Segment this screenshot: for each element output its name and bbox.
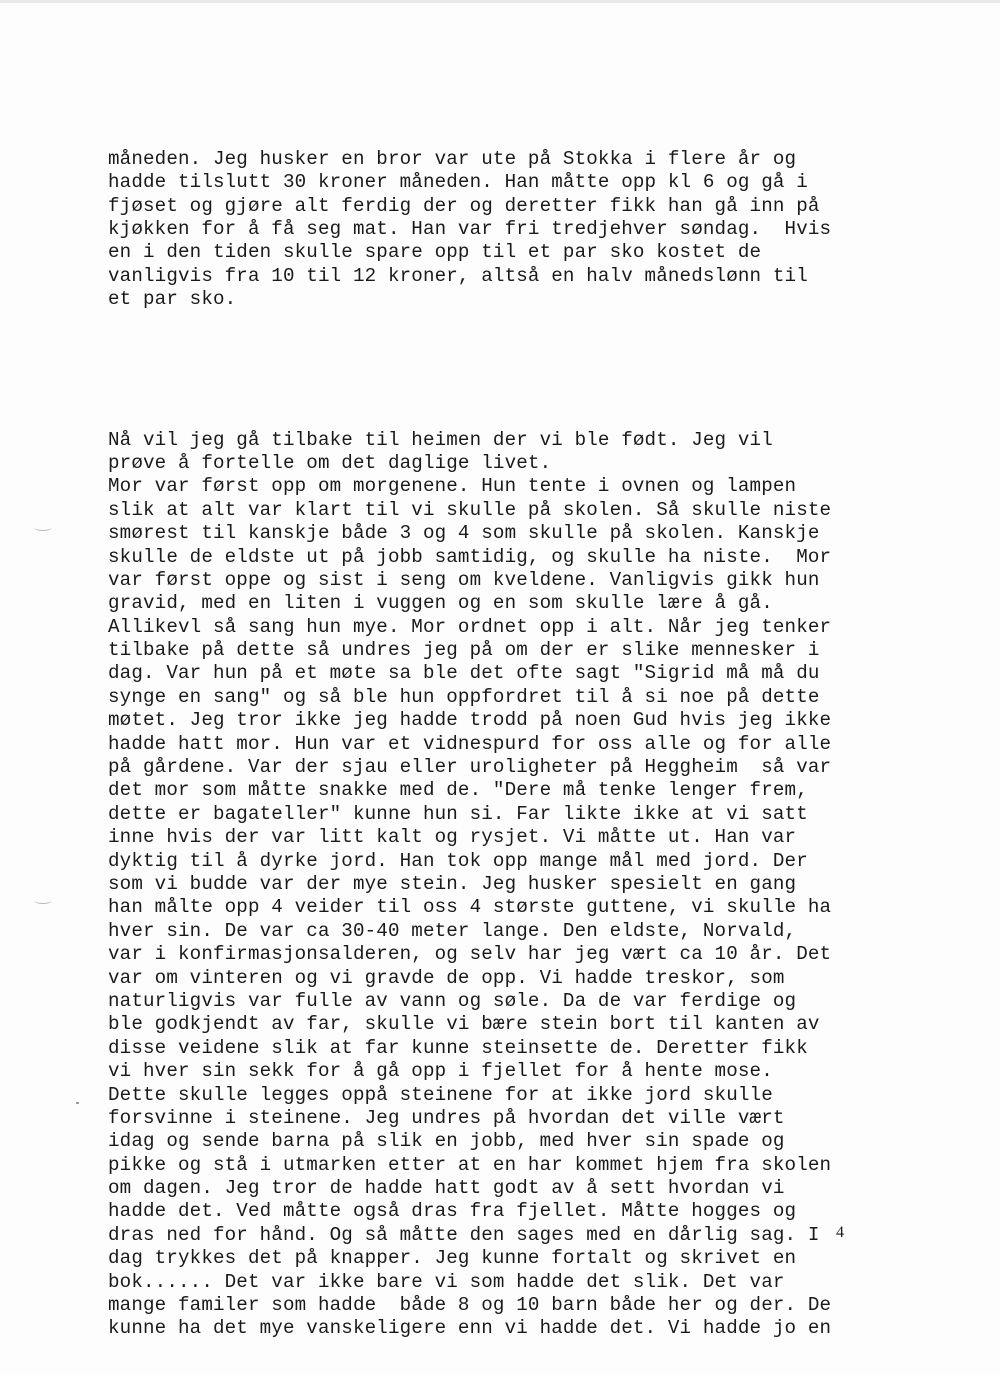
text-line: en i den tiden skulle spare opp til et par sko kostet de — [108, 241, 762, 264]
text-line: vanligvis fra 10 til 12 kroner, altså en halv månedslønn til — [108, 264, 808, 287]
text-line: møtet. Jeg tror ikke jeg hadde trodd på noen Gud hvis jeg ikke — [108, 709, 832, 732]
text-line: forsvinne i steinene. Jeg undres på hvordan det ville vært — [108, 1106, 785, 1129]
text-line: var først oppe og sist i seng om kveldene. Vanligvis gikk hun — [108, 568, 820, 591]
text-line: var om vinteren og vi gravde de opp. Vi hadde treskor, som — [108, 966, 785, 989]
text-line: dette er bagateller" kunne hun si. Far likte ikke at vi satt — [108, 802, 808, 825]
text-line: som vi budde var der mye stein. Jeg husker spesielt en gang — [108, 872, 797, 895]
text-line: dyktig til å dyrke jord. Han tok opp mange mål med jord. Der — [108, 849, 808, 872]
text-line: hadde hatt mor. Hun var et vidnespurd for oss alle og for alle — [108, 732, 832, 755]
punch-hole-mark — [34, 524, 52, 531]
text-line: inne hvis der var litt kalt og rysjet. Vi måtte ut. Han var — [108, 826, 797, 849]
scan-speck — [76, 1102, 79, 1104]
text-line: kunne ha det mye vanskeligere enn vi hadde det. Vi hadde jo en — [108, 1317, 832, 1340]
text-line: ble godkjendt av far, skulle vi bære stein bort til kanten av — [108, 1013, 820, 1036]
text-line: hver sin. De var ca 30-40 meter lange. Den eldste, Norvald, — [108, 919, 797, 942]
text-line: om dagen. Jeg tror de hadde hatt godt av å sett hvordan vi — [108, 1177, 785, 1200]
text-line: naturligvis var fulle av vann og søle. Da de var ferdige og — [108, 989, 797, 1012]
page-edge — [0, 0, 1000, 3]
text-line: Nå vil jeg gå tilbake til heimen der vi ble født. Jeg vil — [108, 428, 773, 451]
text-line: Mor var først opp om morgenene. Hun tente i ovnen og lampen — [108, 475, 797, 498]
text-line: prøve å fortelle om det daglige livet. — [108, 451, 552, 474]
text-line: dag. Var hun på et møte sa ble det ofte sagt "Sigrid må må du — [108, 662, 820, 685]
text-line: skulle de eldste ut på jobb samtidig, og skulle ha niste. Mor — [108, 545, 832, 568]
text-line: måneden. Jeg husker en bror var ute på Stokka i flere år og — [108, 147, 797, 170]
text-line: Allikevl så sang hun mye. Mor ordnet opp i alt. Når jeg tenker — [108, 615, 832, 638]
text-line: gravid, med en liten i vuggen og en som skulle lære å gå. — [108, 592, 773, 615]
text-line: kjøkken for å få seg mat. Han var fri tredjehver søndag. Hvis — [108, 217, 832, 240]
text-line: vi hver sin sekk for å gå opp i fjellet for å hente mose. — [108, 1060, 773, 1083]
text-line: fjøset og gjøre alt ferdig der og deretter fikk han gå inn på — [108, 194, 820, 217]
text-line: hadde tilslutt 30 kroner måneden. Han måtte opp kl 6 og gå i — [108, 171, 808, 194]
punch-hole-mark — [34, 897, 52, 904]
text-line: dras ned for hånd. Og så måtte den sages med en dårlig sag. I — [108, 1223, 820, 1246]
text-line: idag og sende barna på slik en jobb, med hver sin spade og — [108, 1130, 785, 1153]
text-line: på gårdene. Var der sjau eller uroligheter på Heggheim så var — [108, 756, 832, 779]
text-line: et par sko. — [108, 288, 237, 311]
text-line: Dette skulle legges oppå steinene for at ikke jord skulle — [108, 1083, 773, 1106]
text-line: mange familer som hadde både 8 og 10 barn både her og der. De — [108, 1294, 832, 1317]
text-line: slik at alt var klart til vi skulle på skolen. Så skulle niste — [108, 498, 832, 521]
text-line: hadde det. Ved måtte også dras fra fjellet. Måtte hogges og — [108, 1200, 797, 1223]
text-line: han målte opp 4 veider til oss 4 største guttene, vi skulle ha — [108, 896, 832, 919]
paragraph-2 — [108, 429, 868, 1341]
text-line: disse veidene slik at far kunne steinsette de. Deretter fikk — [108, 1036, 808, 1059]
paragraph-break — [108, 358, 868, 381]
page-number: 4 — [836, 1224, 844, 1241]
text-line: det mor som måtte snakke med de. "Dere må tenke lenger frem, — [108, 779, 808, 802]
text-line: dag trykkes det på knapper. Jeg kunne fortalt og skrivet en — [108, 1247, 797, 1270]
text-line: pikke og stå i utmarken etter at en har kommet hjem fra skolen — [108, 1153, 832, 1176]
text-line: synge en sang" og så ble hun oppfordret til å si noe på dette — [108, 685, 820, 708]
text-line: var i konfirmasjonsalderen, og selv har jeg vært ca 10 år. Det — [108, 943, 832, 966]
document-body — [108, 101, 868, 1388]
paragraph-1 — [108, 148, 868, 312]
text-line: tilbake på dette så undres jeg på om der er slike mennesker i — [108, 639, 820, 662]
text-line: smørest til kanskje både 3 og 4 som skulle på skolen. Kanskje — [108, 522, 820, 545]
text-line: bok...... Det var ikke bare vi som hadde det slik. Det var — [108, 1270, 785, 1293]
